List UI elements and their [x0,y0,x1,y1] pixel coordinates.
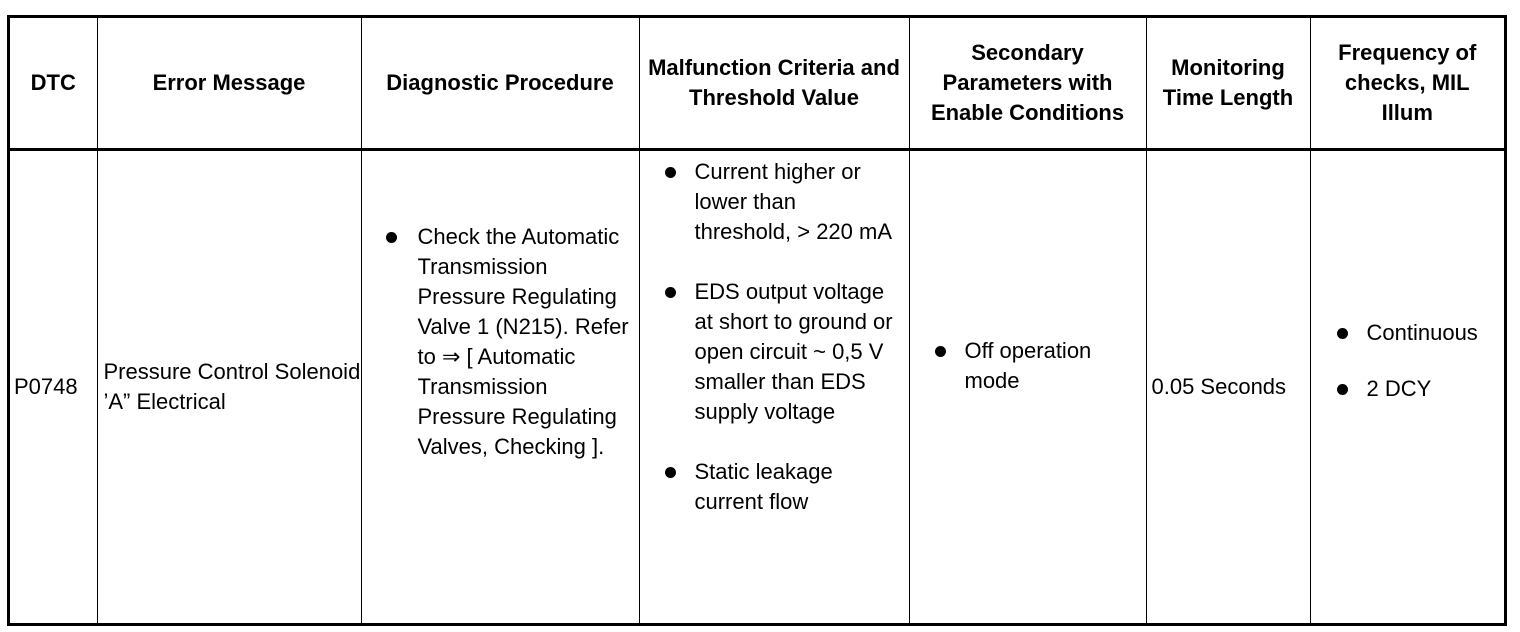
list-item [1367,374,1505,404]
header-frequency: Frequency of checks, MIL Illum [1310,18,1504,149]
diagnostic-procedure-cell [361,149,639,623]
frequency-cell [1310,149,1504,623]
bullet-dot-icon [665,467,676,478]
header-monitoring-time: Monitoring Time Length [1146,18,1310,149]
bullet-dot-icon [665,287,676,298]
list-item [1367,318,1505,348]
list-item [695,457,899,517]
header-diagnostic-procedure: Diagnostic Procedure [361,18,639,149]
list-item [695,157,899,247]
header-malfunction-criteria: Malfunction Criteria and Threshold Value [639,18,909,149]
dtc-code: P0748 [10,149,97,623]
criteria-text: Static leakage current flow [694,458,833,514]
secondary-parameters-cell [909,149,1146,623]
header-row [10,18,1504,149]
frequency-text: 2 DCY [1366,375,1432,401]
header-secondary-parameters: Secondary Parameters with Enable Conditions [909,18,1146,149]
list-item [418,222,631,462]
bullet-dot-icon [1337,328,1348,339]
criteria-text: Current higher or lower than threshold, > 220 mA [694,158,893,244]
bullet-dot-icon [935,346,946,357]
bullet-dot-icon [665,167,676,178]
secondary-parameter-text: Off operation mode [964,337,1092,393]
diagnostic-procedure-list [362,222,639,462]
monitoring-time: 0.05 Seconds [1146,149,1310,623]
frequency-list [1311,318,1505,404]
bullet-dot-icon [1337,384,1348,395]
bullet-dot-icon [386,232,397,243]
secondary-parameters-list [910,336,1146,396]
criteria-text: EDS output voltage at short to ground or open circuit ~ 0,5 V smaller than EDS supply voltage [694,278,893,424]
list-item [965,336,1140,396]
header-error-message: Error Message [97,18,361,149]
malfunction-criteria-list [640,157,909,517]
procedure-text: Check the Automatic Transmission Pressure Regulating Valve 1 (N215). Refer to ⇒ [ Automatic Transmission Pressure Regulating Valves, Checking ]. [417,223,629,459]
dtc-table [10,18,1504,623]
header-dtc: DTC [10,18,97,149]
malfunction-criteria-cell [639,149,909,623]
table-row [10,149,1504,623]
dtc-table-frame [7,15,1507,626]
frequency-text: Continuous [1366,319,1478,345]
error-message: Pressure Control Solenoid ’A” Electrical [97,149,361,623]
list-item [695,277,899,427]
